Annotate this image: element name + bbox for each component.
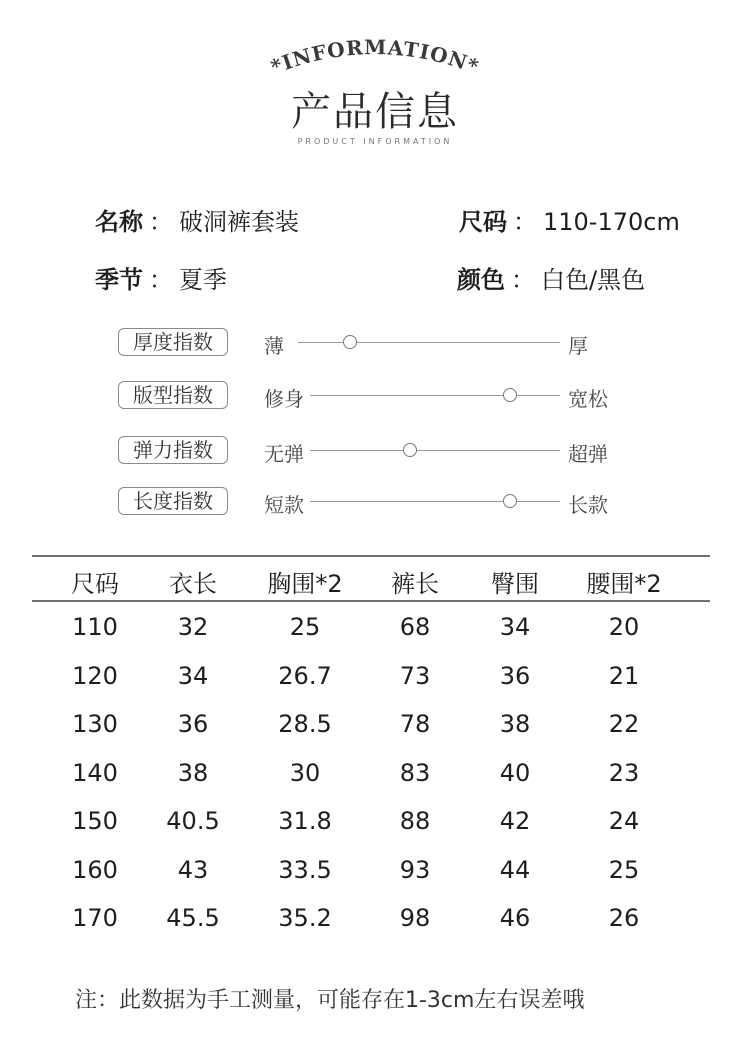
table-header-cell: 尺码: [71, 570, 119, 598]
table-cell: 24: [608, 807, 640, 835]
info-season: [95, 260, 227, 295]
index-high: 超弹: [568, 442, 608, 466]
size-label: 尺码: [459, 208, 507, 236]
table-cell: 36: [499, 662, 531, 690]
table-header-cell: 腰围*2: [586, 570, 662, 598]
index-row-elasticity: [0, 436, 750, 466]
index-low: 无弹: [264, 442, 304, 466]
season-label: 季节: [95, 266, 143, 294]
index-label: 版型指数: [118, 381, 228, 409]
page-title: 产品信息: [291, 89, 459, 135]
index-high: 长款: [568, 493, 608, 517]
name-sep: ：: [149, 208, 173, 236]
index-low: 短款: [264, 493, 304, 517]
table-cell: 38: [177, 759, 209, 787]
index-high: 宽松: [568, 387, 608, 411]
index-high: 厚: [568, 334, 588, 358]
color-label: 颜色: [457, 266, 505, 294]
table-cell: 34: [177, 662, 209, 690]
index-knob: [343, 335, 357, 349]
color-sep: ：: [511, 266, 535, 294]
size-value: 110-170cm: [543, 208, 680, 236]
index-low: 修身: [264, 387, 304, 411]
table-cell: 22: [608, 710, 640, 738]
table-cell: 40: [499, 759, 531, 787]
index-label: 厚度指数: [118, 328, 228, 356]
table-cell: 38: [499, 710, 531, 738]
table-cell: 23: [608, 759, 640, 787]
info-size: [459, 202, 680, 237]
index-label: 弹力指数: [118, 436, 228, 464]
index-track: [310, 450, 560, 451]
table-cell: 150: [72, 807, 118, 835]
table-cell: 73: [399, 662, 431, 690]
table-cell: 88: [399, 807, 431, 835]
table-cell: 30: [289, 759, 321, 787]
index-row-thickness: [0, 328, 750, 358]
table-cell: 32: [177, 613, 209, 641]
header: [0, 0, 750, 160]
table-cell: 33.5: [278, 856, 332, 884]
svg-text:*INFORMATION*: [267, 35, 482, 79]
index-low: 薄: [264, 334, 284, 358]
info-name: [95, 202, 299, 237]
table-cell: 98: [399, 904, 431, 932]
table-cell: 160: [72, 856, 118, 884]
table-cell: 20: [608, 613, 640, 641]
table-cell: 68: [399, 613, 431, 641]
info-color: [457, 260, 645, 295]
measurement-note: 注：此数据为手工测量，可能存在1-3cm左右误差哦: [75, 988, 585, 1013]
table-cell: 140: [72, 759, 118, 787]
table-header-cell: 衣长: [169, 570, 217, 598]
size-sep: ：: [513, 208, 537, 236]
table-cell: 25: [608, 856, 640, 884]
table-cell: 44: [499, 856, 531, 884]
table-cell: 83: [399, 759, 431, 787]
index-row-length: [0, 487, 750, 517]
table-cell: 93: [399, 856, 431, 884]
index-knob: [403, 443, 417, 457]
table-header-cell: 臀围: [491, 570, 539, 598]
table-cell: 46: [499, 904, 531, 932]
table-cell: 170: [72, 904, 118, 932]
table-cell: 110: [72, 613, 118, 641]
table-cell: 42: [499, 807, 531, 835]
table-cell: 130: [72, 710, 118, 738]
table-cell: 28.5: [278, 710, 332, 738]
page-subtitle: PRODUCT INFORMATION: [297, 137, 453, 146]
season-sep: ：: [149, 266, 173, 294]
index-knob: [503, 388, 517, 402]
table-cell: 26: [608, 904, 640, 932]
name-value: 破洞裤套装: [179, 208, 299, 236]
index-track: [298, 342, 560, 343]
table-cell: 25: [289, 613, 321, 641]
index-track: [310, 501, 560, 502]
table-cell: 21: [608, 662, 640, 690]
arc-title-text: *INFORMATION*: [267, 35, 483, 80]
index-knob: [503, 494, 517, 508]
color-value: 白色/黑色: [541, 266, 646, 294]
table-cell: 35.2: [278, 904, 332, 932]
table-cell: 26.7: [278, 662, 332, 690]
table-cell: 36: [177, 710, 209, 738]
table-cell: 78: [399, 710, 431, 738]
table-cell: 45.5: [166, 904, 220, 932]
name-label: 名称: [95, 208, 143, 236]
table-cell: 31.8: [278, 807, 332, 835]
table-header-cell: 胸围*2: [267, 570, 343, 598]
table-header-cell: 裤长: [391, 570, 439, 598]
season-value: 夏季: [179, 266, 227, 294]
table-cell: 34: [499, 613, 531, 641]
table-top-rule: [32, 555, 710, 557]
table-cell: 120: [72, 662, 118, 690]
index-label: 长度指数: [118, 487, 228, 515]
table-cell: 40.5: [166, 807, 220, 835]
table-cell: 43: [177, 856, 209, 884]
index-track: [310, 395, 560, 396]
table-header-rule: [32, 600, 710, 602]
index-row-fit: [0, 381, 750, 411]
